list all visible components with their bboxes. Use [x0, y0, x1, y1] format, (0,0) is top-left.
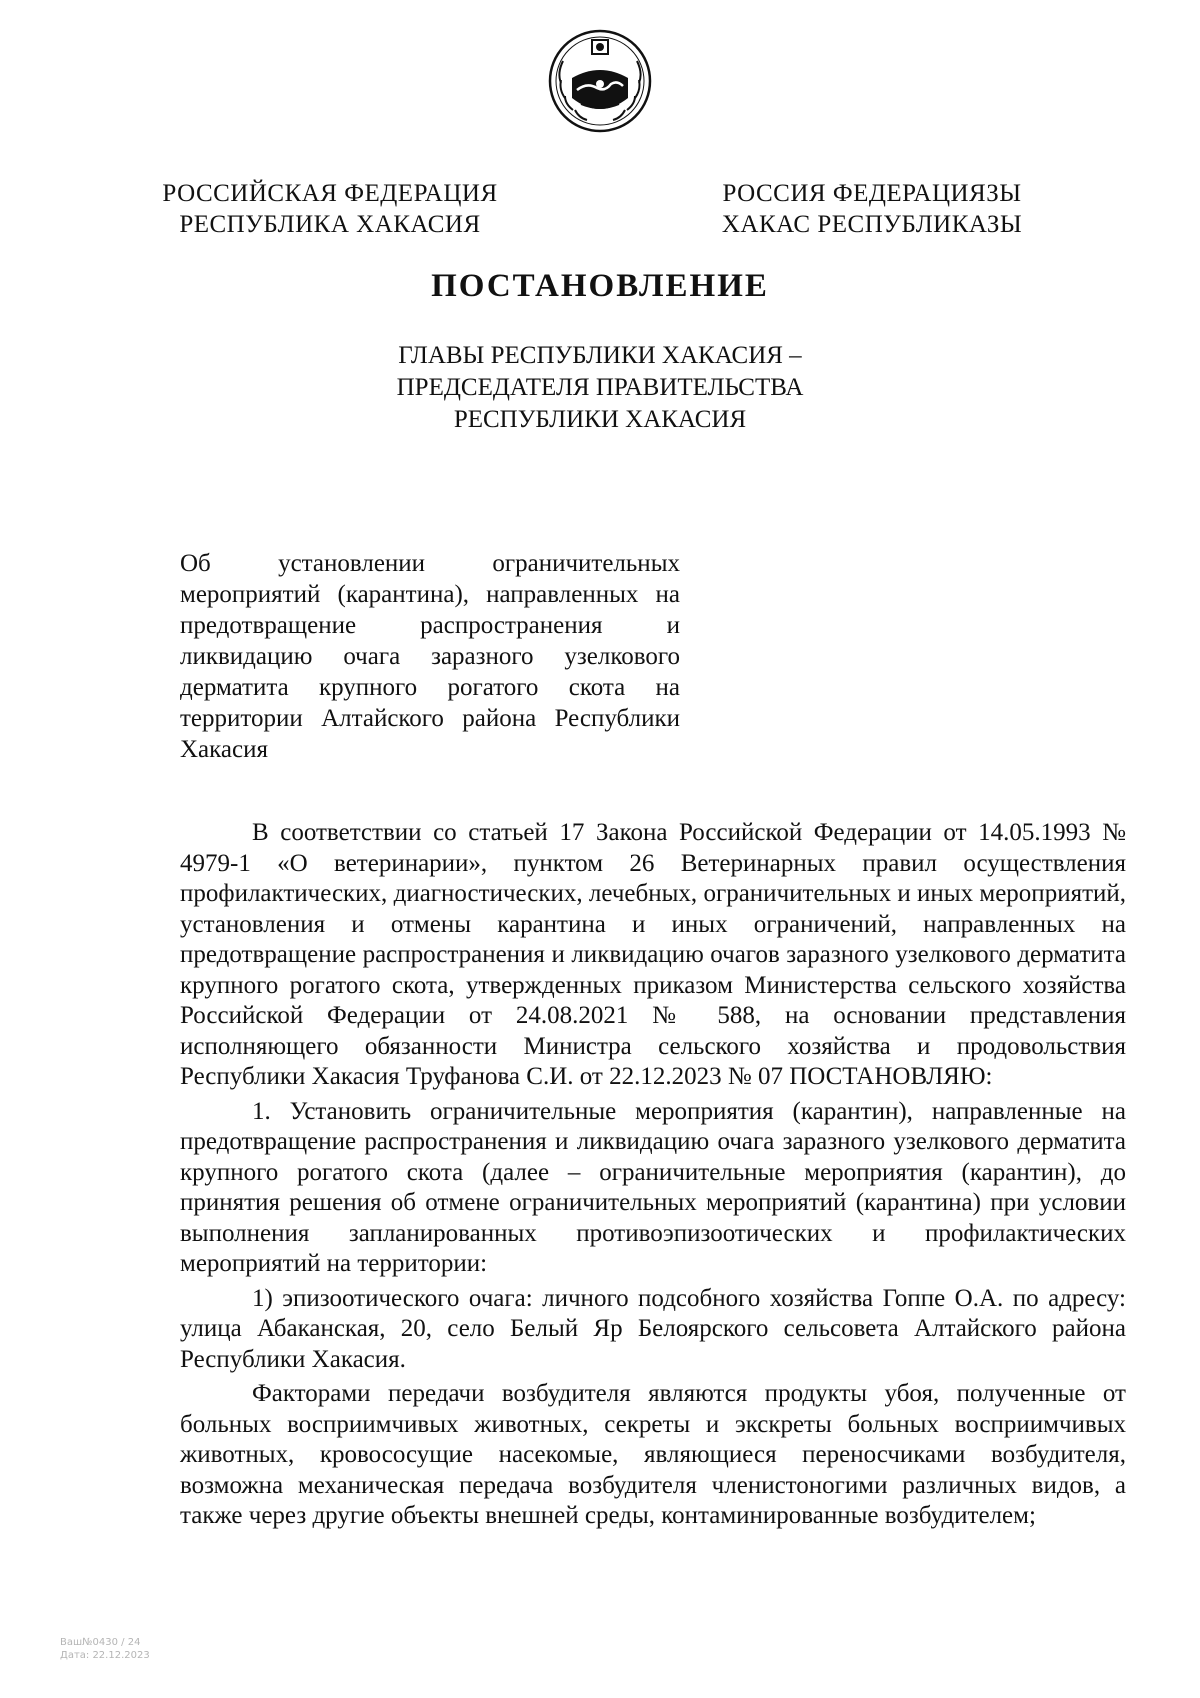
body-paragraph-subitem-1: 1) эпизоотического очага: личного подсобного хозяйства Гоппе О.А. по адресу: улица Абаканская, 20, село Белый Яр Белоярского сельсовета Алтайского района Республики Хакасия. — [180, 1284, 1126, 1373]
header-russian-federation — [160, 178, 500, 240]
document-issuer — [0, 340, 1200, 436]
coat-of-arms-emblem — [547, 28, 653, 134]
header-khakas-language — [702, 178, 1042, 240]
document-subject: Об установлении ограничительных мероприятий (карантина), направленных на предотвращение распространения и ликвидацию очага заразного узелкового дерматита крупного рогатого скота на территории Алтайского района Республики Хакасия — [180, 550, 680, 763]
header-left-line2: РЕСПУБЛИКА ХАКАСИЯ — [179, 211, 481, 238]
body-paragraph-preamble: В соответствии со статьей 17 Закона Российской Федерации от 14.05.1993 № 4979-1 «О ветеринарии», пунктом 26 Ветеринарных правил осуществления профилактических, диагностических, лечебных, ограничительных и иных мероприятий, установления и отмены карантина и иных ограничений, направленных на предотвращение распространения и ликвидацию очагов заразного узелкового дерматита крупного рогатого скота, утвержденных приказом Министерства сельского хозяйства Российской Федерации от 24.08.2021 № 588, на основании представления исполняющего обязанности Министра сельского хозяйства и продовольствия Республики Хакасия Труфанова С.И. от 22.12.2023 № 07 ПОСТАНОВЛЯЮ: — [180, 819, 1126, 1090]
document-body — [180, 818, 1126, 1536]
issuer-line2: ПРЕДСЕДАТЕЛЯ ПРАВИТЕЛЬСТВА — [396, 374, 804, 401]
header-right-line2: ХАКАС РЕСПУБЛИКАЗЫ — [721, 211, 1023, 238]
body-paragraph-item-1: 1. Установить ограничительные мероприятия (карантин), направленные на предотвращение распространения и ликвидацию очага заразного узелкового дерматита крупного рогатого скота (далее – ограничительные мероприятия (карантин), до принятия решения об отмене ограничительных мероприятий (карантина) при условии выполнения запланированных противоэпизоотических и профилактических мероприятий на территории: — [180, 1097, 1126, 1277]
issuer-line1: ГЛАВЫ РЕСПУБЛИКИ ХАКАСИЯ – — [398, 342, 802, 369]
body-paragraph-transmission-factors: Факторами передачи возбудителя являются продукты убоя, полученные от больных восприимчивых животных, секреты и экскреты больных восприимчивых животных, кровососущие насекомые, являющиеся переносчиками возбудителя, возможна механическая передача возбудителя членистоногими различных видов, а также через другие объекты внешней среды, контаминированные возбудителем; — [180, 1380, 1126, 1529]
document-type-title: ПОСТАНОВЛЕНИЕ — [431, 268, 769, 304]
header-right-line1: РОССИЯ ФЕДЕРАЦИЯЗЫ — [722, 180, 1022, 207]
stamp-line1: Ваш№0430 / 24 — [60, 1637, 141, 1648]
header-left-line1: РОССИЙСКАЯ ФЕДЕРАЦИЯ — [162, 180, 498, 207]
stamp-line2: Дата: 22.12.2023 — [60, 1650, 150, 1661]
registration-stamp — [60, 1636, 150, 1662]
issuer-line3: РЕСПУБЛИКИ ХАКАСИЯ — [453, 406, 747, 433]
